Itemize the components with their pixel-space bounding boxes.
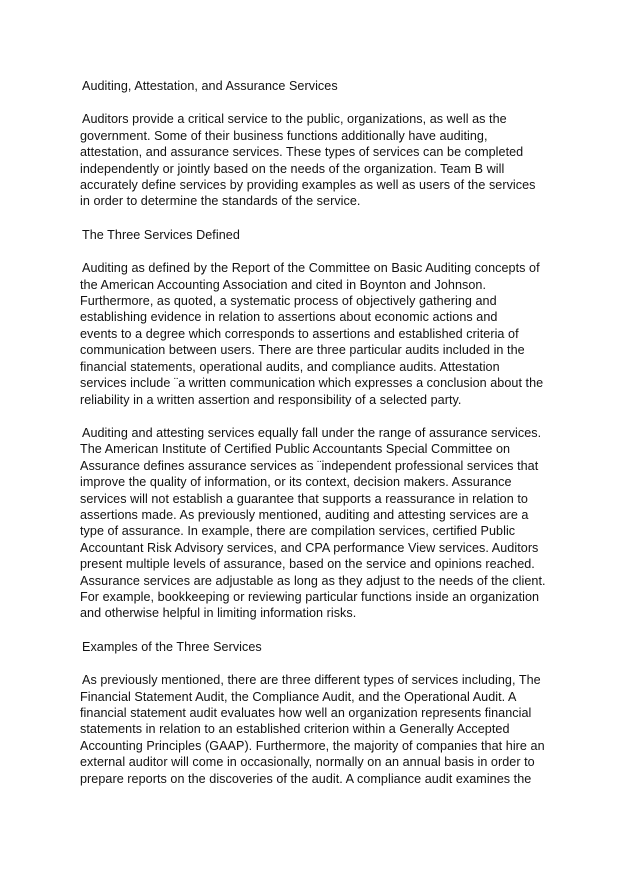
text-line: statements in relation to an established criterion within a Generally Accepted [80,722,510,737]
text-line: the American Accounting Association and cited in Boynton and Johnson. [80,277,487,292]
text-line: financial statement audit evaluates how well an organization represents financial [80,706,532,720]
paragraph-introduction [80,111,566,209]
text-line: The American Institute of Certified Public Accountants Special Committee on [80,442,511,457]
text-line: communication between users. There are three particular audits included in the [80,343,525,358]
text-line: independently or jointly based on the needs of the organization. Team B will [80,161,505,176]
paragraph-auditing-definition [80,260,566,408]
document-page [80,78,566,804]
text-line: government. Some of their business functions additionally have auditing, [80,128,488,143]
text-line: type of assurance. In example, there are compilation services, certified Public [80,524,516,539]
text-line: external auditor will come in occasionally, normally on an annual basis in order to [80,755,535,770]
text-line: assertions made. As previously mentioned, auditing and attesting services are a [80,507,529,522]
text-line: in order to determine the standards of the service. [80,194,361,209]
text-line: Furthermore, as quoted, a systematic process of objectively gathering and [80,294,497,309]
text-line: attestation, and assurance services. These types of services can be completed [80,145,524,160]
text-line: Auditing and attesting services equally fall under the range of assurance services. [82,425,542,440]
text-line: services include ¨a written communication which expresses a conclusion about the [80,376,544,391]
text-line: Auditors provide a critical service to the public, organizations, as well as the [82,112,507,127]
text-line: Assurance services are adjustable as long as they adjust to the needs of the client. [80,573,546,588]
text-line: financial statements, operational audits, and compliance audits. Attestation [80,359,500,374]
section-heading-auditing-attestation-assurance: Auditing, Attestation, and Assurance Services [82,79,338,93]
text-line: events to a degree which corresponds to assertions and established criteria of [80,326,519,341]
paragraph-examples [80,672,566,787]
text-line: Accounting Principles (GAAP). Furthermore, the majority of companies that hire an [80,738,545,753]
section-heading-three-services-defined: The Three Services Defined [82,227,240,242]
text-line: Assurance defines assurance services as ¨independent professional services that [80,458,539,473]
text-line: For example, bookkeeping or reviewing particular functions inside an organization [80,589,540,604]
text-line: services will not establish a guarantee that supports a reassurance in relation to [80,491,528,506]
text-line: reliability in a written assertion and responsibility of a selected party. [80,392,462,407]
text-line: establishing evidence in relation to assertions about economic actions and [80,310,498,325]
paragraph-assurance-services [80,425,566,622]
text-line: present multiple levels of assurance, based on the service and opinions reached. [80,557,535,572]
text-line: improve the quality of information, or its context, decision makers. Assurance [80,475,512,490]
text-line: Financial Statement Audit, the Compliance Audit, and the Operational Audit. A [80,689,517,704]
text-line: and otherwise helpful in limiting information risks. [80,606,357,621]
text-line: Auditing as defined by the Report of the Committee on Basic Auditing concepts of [82,261,540,276]
text-line: As previously mentioned, there are three different types of services including, The [82,673,541,688]
text-line: Accountant Risk Advisory services, and CPA performance View services. Auditors [80,540,539,555]
text-line: prepare reports on the discoveries of the audit. A compliance audit examines the [80,771,532,786]
section-heading-examples-three-services: Examples of the Three Services [82,639,262,654]
text-line: accurately define services by providing examples as well as users of the services [80,178,536,193]
